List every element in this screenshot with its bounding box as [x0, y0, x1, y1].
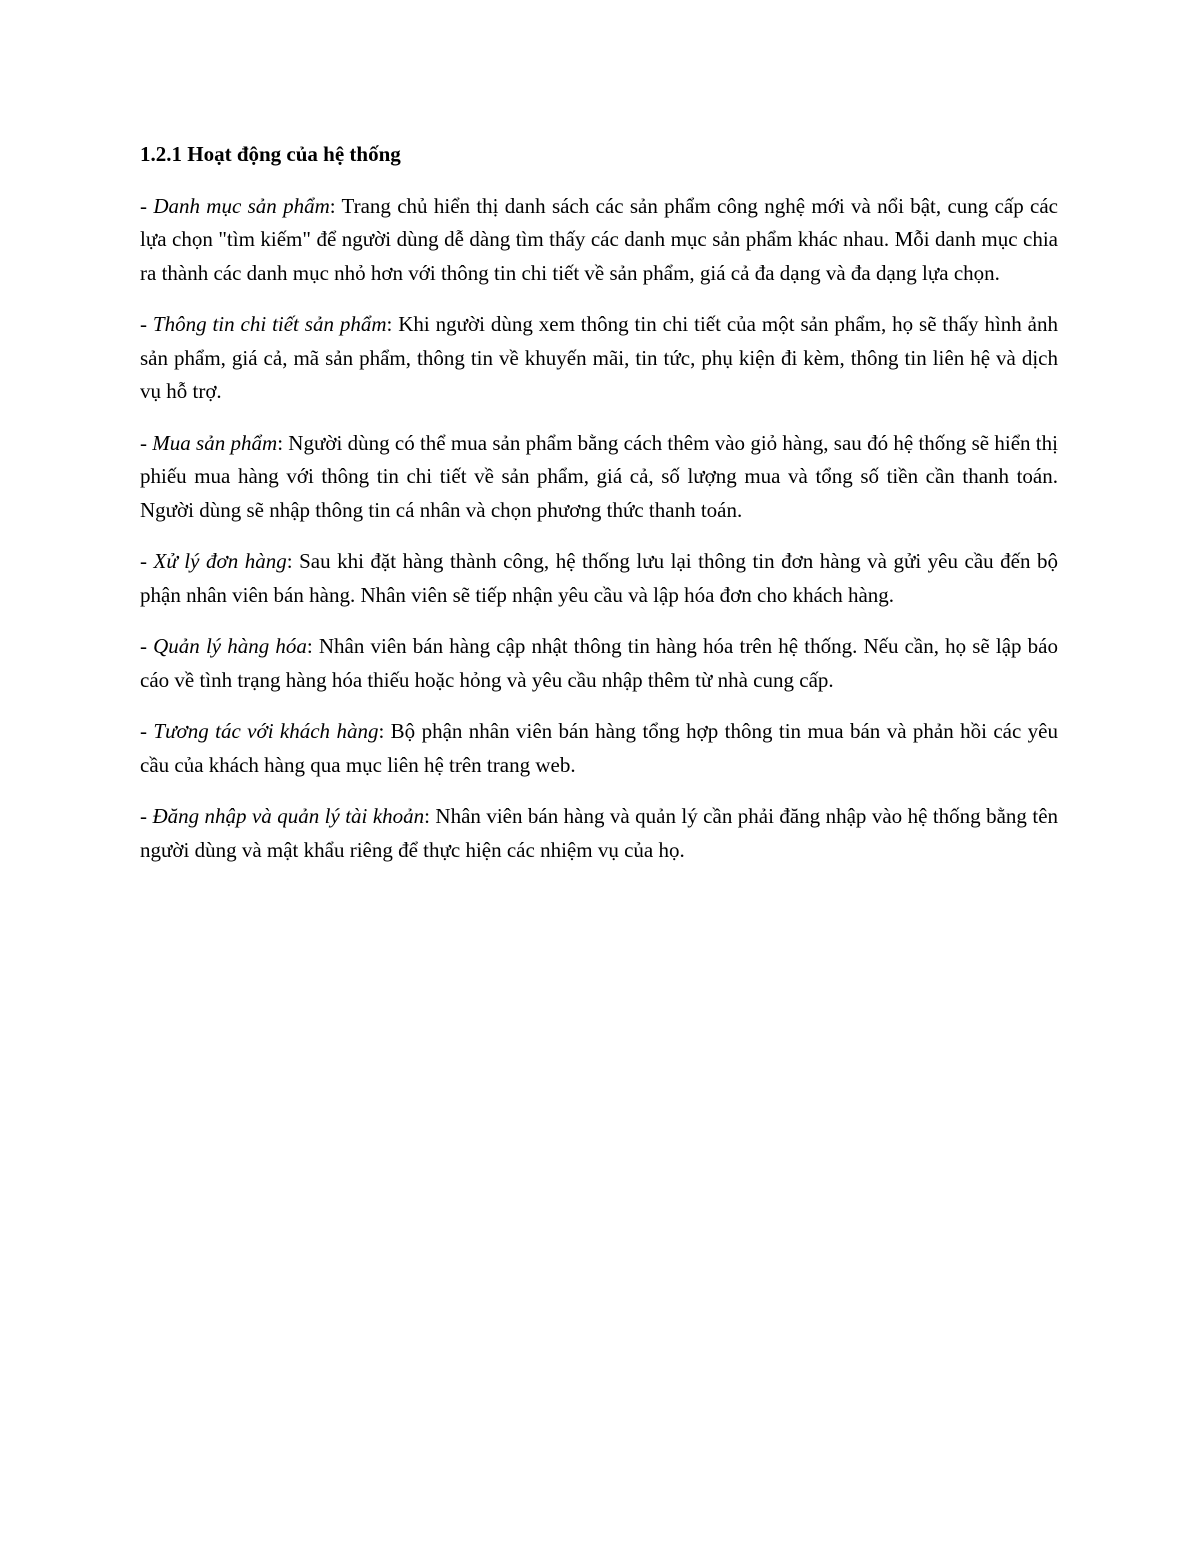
paragraph-prefix: - — [140, 804, 153, 828]
paragraph-term: Xử lý đơn hàng — [153, 549, 287, 573]
paragraph-order-processing — [140, 545, 1058, 612]
paragraph-purchase — [140, 427, 1058, 528]
paragraph-term: Thông tin chi tiết sản phẩm — [152, 312, 387, 336]
paragraph-prefix: - — [140, 549, 154, 573]
paragraph-prefix: - — [140, 634, 154, 658]
paragraph-prefix: - — [140, 430, 153, 455]
paragraph-body: : Nhân viên bán hàng cập nhật thông tin hàng hóa trên hệ thống. Nếu cần, họ sẽ lập báo cáo về tình trạng hàng hóa thiếu hoặc hỏng và yêu cầu nhập thêm từ nhà cung cấp. — [140, 634, 1058, 692]
paragraph-body: : Khi người dùng xem thông tin chi tiết của một sản phẩm, họ sẽ thấy hình ảnh sản phẩm, giá cả, mã sản phẩm, thông tin về khuyến mãi, tin tức, phụ kiện đi kèm, thông tin liên hệ và dịch vụ hỗ trợ. — [140, 312, 1059, 403]
paragraph-body: : Sau khi đặt hàng thành công, hệ thống lưu lại thông tin đơn hàng và gửi yêu cầu đến bộ phận nhân viên bán hàng. Nhân viên sẽ tiếp nhận yêu cầu và lập hóa đơn cho khách hàng. — [140, 549, 1059, 607]
paragraph-product-catalog — [140, 190, 1058, 291]
paragraph-term: Mua sản phẩm — [152, 430, 278, 455]
section-heading: 1.2.1 Hoạt động của hệ thống — [140, 142, 401, 166]
paragraph-term: Danh mục sản phẩm — [153, 193, 330, 218]
paragraph-prefix: - — [140, 312, 153, 336]
paragraph-term: Đăng nhập và quản lý tài khoản — [152, 804, 425, 828]
paragraph-customer-interaction — [140, 715, 1058, 782]
paragraph-prefix: - — [140, 193, 154, 218]
paragraph-product-details — [140, 308, 1058, 409]
paragraph-body: : Trang chủ hiển thị danh sách các sản phẩm công nghệ mới và nổi bật, cung cấp các lựa chọn "tìm kiếm" để người dùng dễ dàng tìm thấy các danh mục sản phẩm khác nhau. Mỗi danh mục chia ra thành các danh mục nhỏ hơn với thông tin chi tiết về sản phẩm, giá cả đa dạng và đa dạng lựa chọn. — [140, 193, 1058, 285]
paragraph-prefix: - — [140, 719, 154, 743]
paragraph-body: : Nhân viên bán hàng và quản lý cần phải đăng nhập vào hệ thống bằng tên người dùng và mật khẩu riêng để thực hiện các nhiệm vụ của họ. — [140, 804, 1059, 862]
paragraph-term: Quản lý hàng hóa — [153, 634, 307, 658]
paragraph-inventory-management — [140, 630, 1058, 697]
document-content — [140, 138, 1058, 885]
paragraph-login-account — [140, 800, 1058, 867]
paragraph-body: : Người dùng có thể mua sản phẩm bằng cách thêm vào giỏ hàng, sau đó hệ thống sẽ hiển thị phiếu mua hàng với thông tin chi tiết về sản phẩm, giá cả, số lượng mua và tổng số tiền cần thanh toán. Người dùng sẽ nhập thông tin cá nhân và chọn phương thức thanh toán. — [140, 430, 1058, 522]
paragraph-body: : Bộ phận nhân viên bán hàng tổng hợp thông tin mua bán và phản hồi các yêu cầu của khách hàng qua mục liên hệ trên trang web. — [140, 719, 1059, 777]
paragraph-term: Tương tác với khách hàng — [153, 719, 379, 743]
